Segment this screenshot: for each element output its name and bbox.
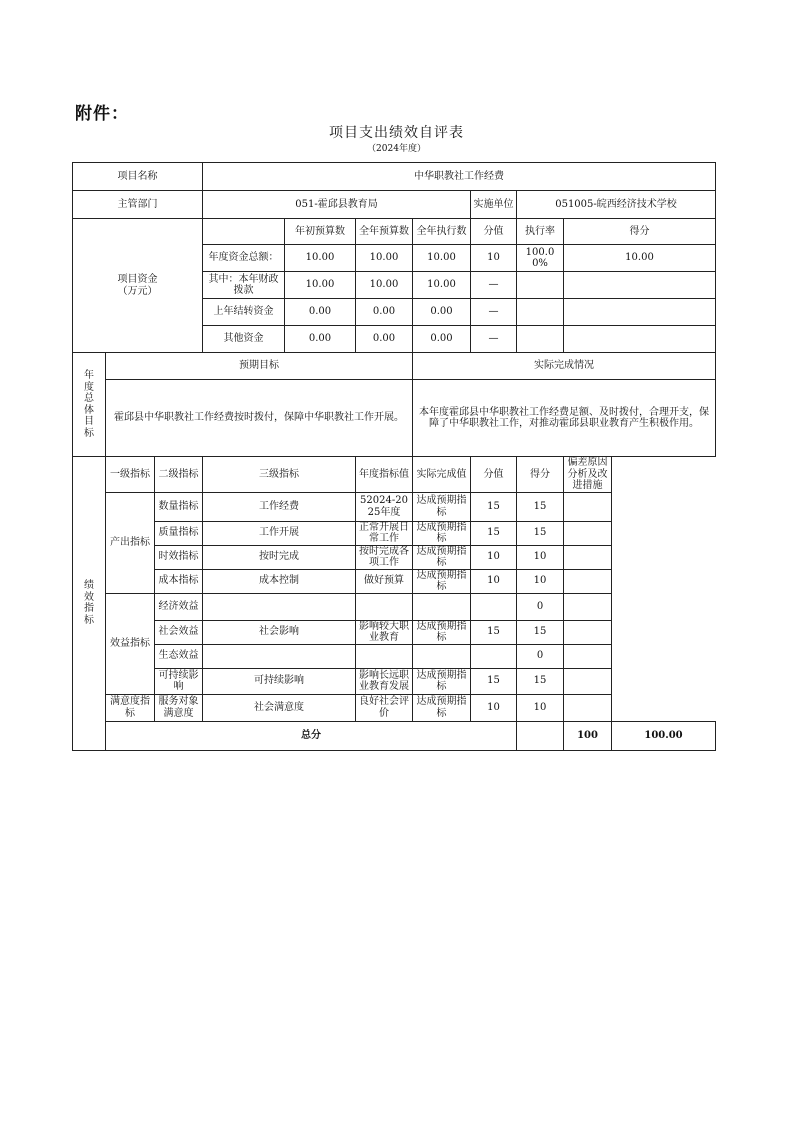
ind-got: 0 xyxy=(517,644,564,668)
funds-row-label: 其他资金 xyxy=(203,326,285,353)
ind-reason xyxy=(564,492,612,521)
ind-actual xyxy=(413,644,471,668)
total-blank xyxy=(517,721,564,750)
ind-level3: 工作开展 xyxy=(203,521,356,545)
funds-score: — xyxy=(471,299,517,326)
funds-rate: 100.00% xyxy=(517,245,564,272)
indicator-header-row xyxy=(73,457,716,493)
ind-reason xyxy=(564,694,612,721)
hdr-target: 年度指标值 xyxy=(356,457,413,493)
ind-level3: 成本控制 xyxy=(203,569,356,593)
ind-level2: 质量指标 xyxy=(155,521,203,545)
indicators-label: 绩 效 指 标 xyxy=(73,457,106,751)
ind-level3: 可持续影响 xyxy=(203,668,356,694)
expected-goal-text: 霍邱县中华职教社工作经费按时拨付，保障中华职教社工作开展。 xyxy=(106,380,413,457)
indicator-row xyxy=(73,569,716,593)
funds-row-label: 年度资金总额： xyxy=(203,245,285,272)
funds-row-label: 上年结转资金 xyxy=(203,299,285,326)
indicator-row xyxy=(73,492,716,521)
indicator-row xyxy=(73,644,716,668)
ind-level2: 服务对象满意度 xyxy=(155,694,203,721)
ind-actual: 达成预期指标 xyxy=(413,620,471,644)
ind-level3: 社会满意度 xyxy=(203,694,356,721)
ind-got: 15 xyxy=(517,668,564,694)
ind-actual xyxy=(413,593,471,620)
ind-score: 10 xyxy=(471,545,517,569)
ind-reason xyxy=(564,545,612,569)
col-annual-budget: 全年预算数 xyxy=(356,219,413,245)
actual-completion-text: 本年度霍邱县中华职教社工作经费足额、及时拨付，合理开支，保障了中华职教社工作，对推动霍邱县职业教育产生积极作用。 xyxy=(413,380,716,457)
ind-score: 15 xyxy=(471,668,517,694)
funds-got xyxy=(564,326,716,353)
funds-executed: 10.00 xyxy=(413,272,471,299)
funds-annual: 0.00 xyxy=(356,326,413,353)
ind-level2: 经济效益 xyxy=(155,593,203,620)
ind-target: 正常开展日常工作 xyxy=(356,521,413,545)
ind-level2: 社会效益 xyxy=(155,620,203,644)
dept-label: 主管部门 xyxy=(73,191,203,219)
attachment-label: 附件： xyxy=(75,104,129,124)
funds-initial: 0.00 xyxy=(285,299,356,326)
ind-score: 15 xyxy=(471,620,517,644)
ind-level2: 生态效益 xyxy=(155,644,203,668)
funds-score: 10 xyxy=(471,245,517,272)
funds-got: 10.00 xyxy=(564,245,716,272)
ind-got: 15 xyxy=(517,620,564,644)
hdr-score: 分值 xyxy=(471,457,517,493)
funds-executed: 0.00 xyxy=(413,299,471,326)
ind-target xyxy=(356,593,413,620)
funds-score: — xyxy=(471,272,517,299)
ind-got: 10 xyxy=(517,694,564,721)
ind-level3 xyxy=(203,644,356,668)
indicator-row xyxy=(73,668,716,694)
ind-target: 影响较大职业教育 xyxy=(356,620,413,644)
ind-level3: 社会影响 xyxy=(203,620,356,644)
ind-actual: 达成预期指标 xyxy=(413,545,471,569)
ind-got: 0 xyxy=(517,593,564,620)
ind-actual: 达成预期指标 xyxy=(413,694,471,721)
ind-actual: 达成预期指标 xyxy=(413,492,471,521)
funds-initial: 10.00 xyxy=(285,245,356,272)
funds-row-label: 其中：本年财政拨款 xyxy=(203,272,285,299)
self-evaluation-table xyxy=(72,162,716,751)
ind-reason xyxy=(564,593,612,620)
impl-value: 051005-皖西经济技术学校 xyxy=(517,191,716,219)
form-title: 项目支出绩效自评表 xyxy=(329,125,464,141)
ind-target: 52024-2025年度 xyxy=(356,492,413,521)
funds-score: — xyxy=(471,326,517,353)
funds-unit-text: （万元） xyxy=(117,285,158,297)
ind-actual: 达成预期指标 xyxy=(413,521,471,545)
ind-target: 影响长远职业教育发展 xyxy=(356,668,413,694)
total-got: 100.00 xyxy=(612,721,716,750)
col-exec-rate: 执行率 xyxy=(517,219,564,245)
ind-got: 15 xyxy=(517,492,564,521)
funds-got xyxy=(564,272,716,299)
funds-rate xyxy=(517,326,564,353)
total-row xyxy=(73,721,716,750)
ind-target: 按时完成各项工作 xyxy=(356,545,413,569)
funds-executed: 0.00 xyxy=(413,326,471,353)
level1-output: 产出指标 xyxy=(106,492,155,593)
ind-level3: 工作经费 xyxy=(203,492,356,521)
ind-target: 良好社会评价 xyxy=(356,694,413,721)
col-initial-budget: 年初预算数 xyxy=(285,219,356,245)
ind-reason xyxy=(564,620,612,644)
ind-score: 10 xyxy=(471,569,517,593)
funds-rate xyxy=(517,272,564,299)
indicator-row xyxy=(73,593,716,620)
funds-initial: 10.00 xyxy=(285,272,356,299)
ind-score: 10 xyxy=(471,694,517,721)
funds-annual: 0.00 xyxy=(356,299,413,326)
hdr-got: 得分 xyxy=(517,457,564,493)
department-row xyxy=(73,191,716,219)
goals-header-row xyxy=(73,353,716,380)
goals-content-row xyxy=(73,380,716,457)
ind-got: 15 xyxy=(517,521,564,545)
level1-satisfaction: 满意度指标 xyxy=(106,694,155,721)
ind-level3: 按时完成 xyxy=(203,545,356,569)
form-year: （2024年度） xyxy=(367,144,426,154)
expected-goal-label: 预期目标 xyxy=(106,353,413,380)
ind-score xyxy=(471,593,517,620)
ind-target: 做好预算 xyxy=(356,569,413,593)
hdr-level1: 一级指标 xyxy=(106,457,155,493)
project-name-row xyxy=(73,163,716,191)
indicator-row xyxy=(73,545,716,569)
ind-actual: 达成预期指标 xyxy=(413,569,471,593)
hdr-actual: 实际完成值 xyxy=(413,457,471,493)
actual-completion-label: 实际完成情况 xyxy=(413,353,716,380)
ind-level2: 成本指标 xyxy=(155,569,203,593)
ind-got: 10 xyxy=(517,545,564,569)
funds-header-row xyxy=(73,219,716,245)
col-score: 分值 xyxy=(471,219,517,245)
dept-value: 051-霍邱县教育局 xyxy=(203,191,471,219)
ind-level3 xyxy=(203,593,356,620)
ind-level2: 时效指标 xyxy=(155,545,203,569)
ind-target xyxy=(356,644,413,668)
indicator-row xyxy=(73,620,716,644)
ind-score: 15 xyxy=(471,521,517,545)
ind-reason xyxy=(564,569,612,593)
total-label: 总分 xyxy=(106,721,517,750)
ind-reason xyxy=(564,644,612,668)
funds-executed: 10.00 xyxy=(413,245,471,272)
project-name-value: 中华职教社工作经费 xyxy=(203,163,716,191)
funds-annual: 10.00 xyxy=(356,272,413,299)
goals-label: 年 度 总 体 目 标 xyxy=(73,353,106,457)
funds-rate xyxy=(517,299,564,326)
col-got: 得分 xyxy=(564,219,716,245)
indicator-row xyxy=(73,521,716,545)
ind-got: 10 xyxy=(517,569,564,593)
col-annual-executed: 全年执行数 xyxy=(413,219,471,245)
funds-initial: 0.00 xyxy=(285,326,356,353)
hdr-level2: 二级指标 xyxy=(155,457,203,493)
ind-score xyxy=(471,644,517,668)
funds-label-text: 项目资金 xyxy=(117,274,158,285)
ind-level2: 可持续影响 xyxy=(155,668,203,694)
indicator-row xyxy=(73,694,716,721)
impl-label: 实施单位 xyxy=(471,191,517,219)
ind-actual: 达成预期指标 xyxy=(413,668,471,694)
ind-reason xyxy=(564,521,612,545)
ind-score: 15 xyxy=(471,492,517,521)
total-score: 100 xyxy=(564,721,612,750)
project-name-label: 项目名称 xyxy=(73,163,203,191)
funds-got xyxy=(564,299,716,326)
hdr-level3: 三级指标 xyxy=(203,457,356,493)
funds-header-blank xyxy=(203,219,285,245)
ind-level2: 数量指标 xyxy=(155,492,203,521)
level1-benefit: 效益指标 xyxy=(106,593,155,694)
funds-label xyxy=(73,219,203,353)
hdr-reason: 偏差原因分析及改进措施 xyxy=(564,457,612,493)
ind-reason xyxy=(564,668,612,694)
funds-annual: 10.00 xyxy=(356,245,413,272)
